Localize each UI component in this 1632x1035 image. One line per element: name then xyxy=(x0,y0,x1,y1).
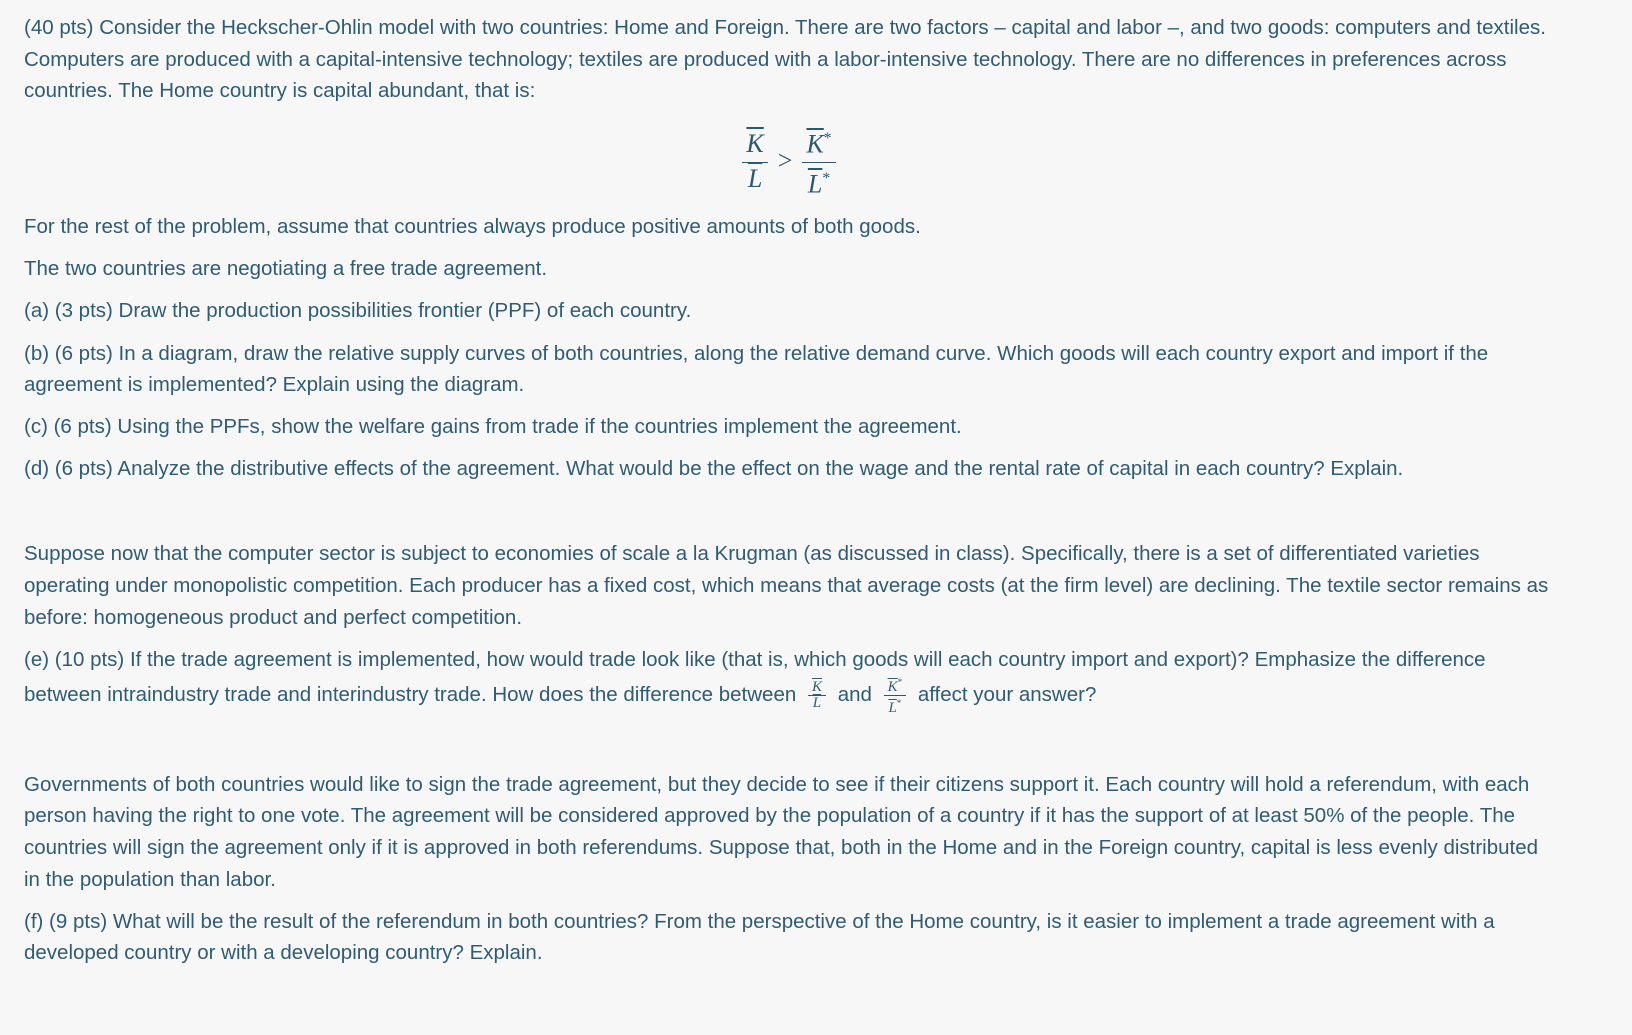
capital-abundance-formula xyxy=(24,117,1554,205)
krugman-paragraph: Suppose now that the computer sector is subject to economies of scale a la Krugman (as discussed in class). Specifically, there is a set of differentiated varieties operating under monopolistic competition. Each producer has a fixed cost, which means that average costs (at the firm level) are declining. The textile sector remains as before: homogeneous product and perfect competition. xyxy=(24,542,1549,629)
l-symbol: $\overline{L}$ xyxy=(888,700,897,717)
k-symbol: $\overline{K}$ xyxy=(746,129,764,159)
k-symbol: $\overline{K}$ xyxy=(811,679,822,696)
item-b: (b) (6 pts) In a diagram, draw the relative supply curves of both countries, along the relative demand curve. Which goods will each country export and import if the agreement is implemented? Explain using the diagram. xyxy=(24,341,1489,397)
star: * xyxy=(822,169,831,187)
l-symbol: L xyxy=(812,695,822,712)
item-c: (c) (6 pts) Using the PPFs, show the welfare gains from trade if the countries implement the agreement. xyxy=(24,415,962,439)
negotiation-paragraph: The two countries are negotiating a free trade agreement. xyxy=(24,257,548,281)
foreign-ratio xyxy=(802,123,835,201)
rest-paragraph: For the rest of the problem, assume that countries always produce positive amounts of both goods. xyxy=(24,215,921,239)
item-f: (f) (9 pts) What will be the result of the referendum in both countries? From the perspective of the Home country, is it easier to implement a trade agreement with a developed country or with a developing country? Explain. xyxy=(24,909,1495,965)
k-symbol: $\overline{K}$ xyxy=(887,679,898,696)
problem-document xyxy=(24,12,1554,979)
item-a: (a) (3 pts) Draw the production possibilities frontier (PPF) of each country. xyxy=(24,299,692,323)
item-e-text: (e) (10 pts) If the trade agreement is implemented, how would trade look like (that is, which goods will each country import and export)? Emphasize the difference between intraindustry trade and interindustry trade. How does the difference between xyxy=(24,647,1486,707)
and-text: and xyxy=(837,683,872,707)
item-d: (d) (6 pts) Analyze the distributive effects of the agreement. What would be the effect on the wage and the rental rate of capital in each country? Explain. xyxy=(24,457,1404,481)
foreign-ratio-inline xyxy=(884,675,907,716)
referendum-paragraph: Governments of both countries would like to sign the trade agreement, but they decide to see if their citizens support it. Each country will hold a referendum, with each person having the right to one vote. The agreement will be considered approved by the population of a country if it has the support of at least 50% of the people. The countries will sign the agreement only if it is approved in both referendums. Suppose that, both in the Home and in the Foreign country, capital is less evenly distributed in the population than labor. xyxy=(24,772,1539,891)
item-e xyxy=(24,644,1554,717)
greater-than: > xyxy=(777,146,793,176)
l-symbol: $\overline{L}$ xyxy=(807,169,823,199)
l-symbol: L xyxy=(747,163,763,193)
intro-paragraph: (40 pts) Consider the Heckscher-Ohlin model with two countries: Home and Foreign. There are two factors – capital and labor –, and two goods: computers and textiles. Computers are produced with a capital-intensive technology; textiles are produced with a labor-intensive technology. There are no differences in preferences across countries. The Home country is capital abundant, that is: xyxy=(24,16,1546,103)
star: * xyxy=(896,698,902,709)
home-ratio xyxy=(742,128,767,194)
home-ratio-inline xyxy=(808,680,826,711)
k-symbol: $\overline{K}$ xyxy=(806,129,824,159)
star: * xyxy=(823,129,832,147)
star: * xyxy=(897,677,903,688)
item-e-text-end: affect your answer? xyxy=(917,683,1097,707)
